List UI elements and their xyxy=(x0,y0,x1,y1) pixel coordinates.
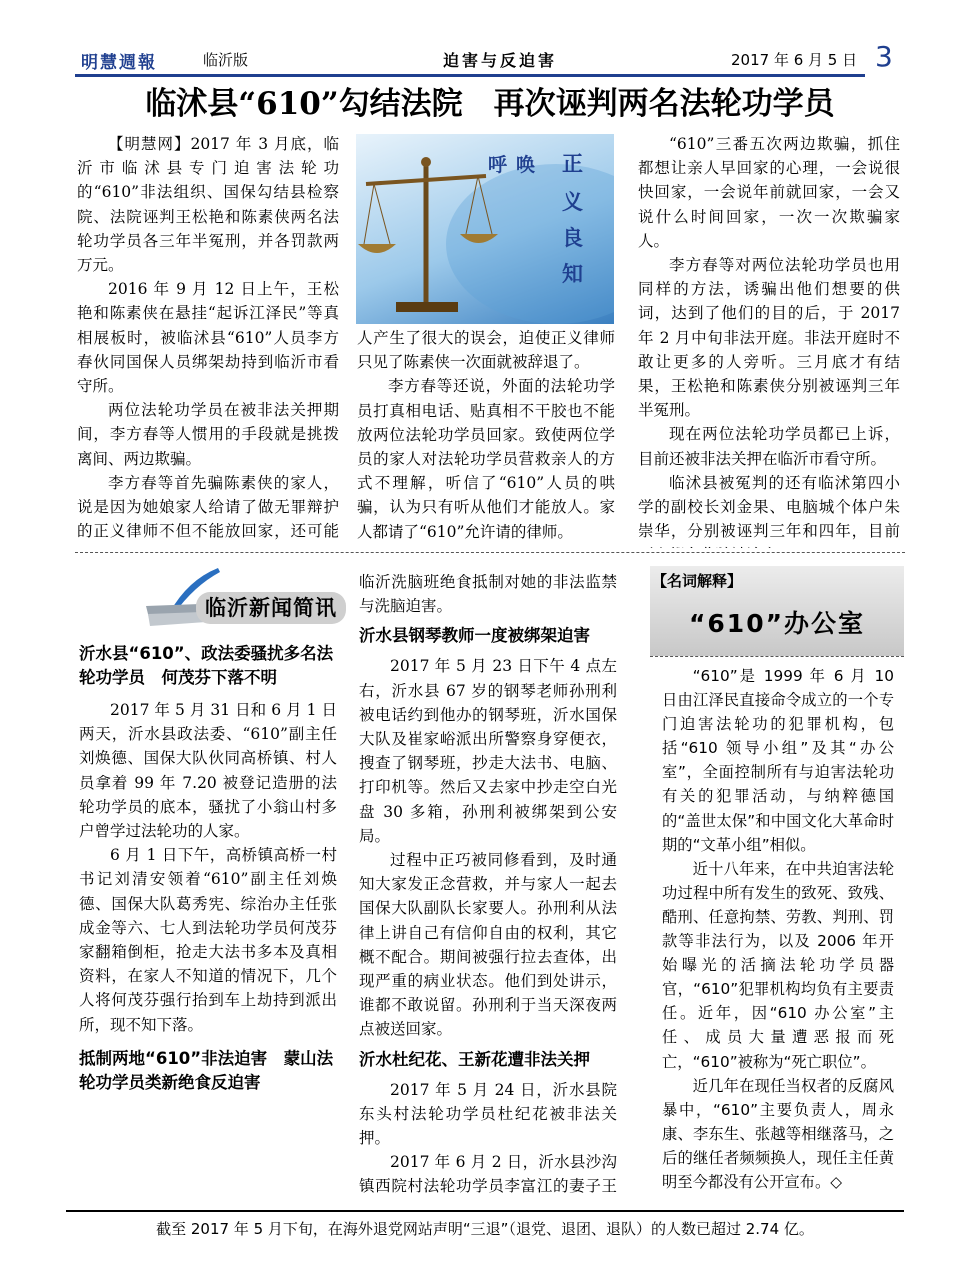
news-col2 xyxy=(359,570,617,1200)
main-para-3: 两位法轮功学员在被非法关押期间，李方春等人惯用的手段就是挑拨离间、两边欺骗。 xyxy=(77,401,339,468)
main-article-col3 xyxy=(638,132,900,548)
glossary-para1: “610”是 1999 年 6 月 10 日由江泽民直接命令成立的一个专门迫害法轮功的犯罪机构，包括“610 领导小组”及其“办公室”，全面控制所有与迫害法轮功有关的犯罪活动，与纳粹德国的“盖世太保”和中国文化大革命时期的“文革小组”相似。 xyxy=(662,667,894,854)
news-article3-title: 沂水县钢琴教师一度被绑架迫害 xyxy=(359,626,590,646)
page-number: 3 xyxy=(875,40,893,73)
glossary-body xyxy=(662,664,894,1198)
main-para-7: “610”三番五次两边欺骗，抓住都想让亲人早回家的心理，一会说很快回家，一会说年前就回家，一会又说什么时间回家，一次一次欺骗家人。 xyxy=(638,135,900,250)
section-divider xyxy=(75,552,905,553)
glossary-box xyxy=(650,566,904,656)
section-label: 迫害与反迫害 xyxy=(443,51,558,70)
main-para-5: 人产生了很大的误会，迫使正义律师只见了陈素侠一次面就被辞退了。 xyxy=(357,329,615,372)
caption-char-5: 良 xyxy=(562,225,583,250)
news-article4-para1: 2017 年 5 月 24 日，沂水县院东头村法轮功学员杜纪花被非法关押。 xyxy=(359,1080,617,1148)
footer-note: 截至 2017 年 5 月下旬，在海外退党网站声明“三退”（退党、退团、退队）的人数已超过 2.74 亿。 xyxy=(156,1220,814,1238)
issue-date: 2017 年 6 月 5 日 xyxy=(731,51,858,69)
main-para-2: 2016 年 9 月 12 日上午，王松艳和陈素侠在悬挂“起诉江泽民”等真相展板时，被临沭县“610”人员李方春伙同国保人员绑架劫持到临沂市看守所。 xyxy=(77,280,339,396)
justice-scale-illustration xyxy=(356,134,614,324)
news-article3-para1: 2017 年 5 月 23 日下午 4 点左右，沂水县 67 岁的钢琴老师孙刑利被电话约到他办的钢琴班，沂水国保大队及崔家峪派出所警察身穿便衣，搜查了钢琴班，抄走大法书、电脑、打印机等。然后又去家中抄走空白光盘 30 多箱，孙刑利被绑架到公安局。 xyxy=(359,657,617,845)
news-article2-title: 抵制两地“610”非法迫害 蒙山法轮功学员类新绝食反迫害 xyxy=(79,1048,334,1092)
paper-name: 明慧週報 xyxy=(81,53,157,73)
news-article4-title: 沂水杜纪花、王新花遭非法关押 xyxy=(359,1049,590,1069)
glossary-para2: 近十八年来，在中共迫害法轮功过程中所有发生的致死、致残、酷刑、任意拘禁、劳教、判刑、罚款等非法行为，以及 2006 年开始曝光的活摘法轮功学员器官，“610”犯罪机构均负有主要责任。近年，因“610 办公室”主任、成员大量遭恶报而死亡，“610”被称为“死亡职位”。 xyxy=(662,859,894,1071)
news-section-title-text: 临沂新闻简讯 xyxy=(205,596,337,620)
main-para-8: 李方春等对两位法轮功学员也用同样的方法，诱骗出他们想要的供词，达到了他们的目的后，于 2017 年 2 月中旬非法开庭。非法开庭时不敢让更多的人旁听。三月底才有结果，王松艳和陈素侠分别被诬判三年半冤刑。 xyxy=(638,256,900,420)
caption-char-3: 正 xyxy=(562,151,583,176)
news-article3-para2: 过程中正巧被同修看到，及时通知大家发正念营救，并与家人一起去国保大队副队长家要人。孙刑利从法律上讲自己有信仰自由的权利，其它概不配合。期间被强行拉去查体，出现严重的病业状态。他们到处讲示，谁都不敢说留。孙刑利于当天深夜两点被送回家。 xyxy=(359,851,617,1039)
masthead-bar xyxy=(75,40,905,74)
main-para-9: 现在两位法轮功学员都已上诉，目前还被非法关押在临沂市看守所。 xyxy=(638,425,900,468)
glossary-rule xyxy=(650,656,904,657)
footer-rule xyxy=(66,1210,904,1212)
news-article1-para1: 2017 年 5 月 31 日和 6 月 1 日两天，沂水县政法委、“610”副主任刘焕德、国保大队伙同高桥镇、村人员拿着 99 年 7.20 被登记造册的法轮功学员的底本，骚扰了小翁山村多户曾学过法轮功的人家。 xyxy=(79,701,337,841)
glossary-para3: 近几年在现任当权者的反腐风暴中，“610”主要负责人，周永康、李东生、张越等相继落马，之后的继任者频频换人，现任主任黄明至今都没有公开宣布。◇ xyxy=(662,1076,894,1191)
caption-char-4: 义 xyxy=(562,189,583,214)
caption-char-2: 唤 xyxy=(516,154,536,176)
main-para-1: 【明慧网】2017 年 3 月底，临沂市临沭县专门迫害法轮功的“610”非法组织、国保勾结县检察院、法院诬判王松艳和陈素侠两名法轮功学员各三年半冤刑，并各罚款两万元。 xyxy=(77,135,339,275)
glossary-tag: 【名词解释】 xyxy=(652,572,743,590)
main-para-6: 李方春等还说，外面的法轮功学员打真相电话、贴真相不干胶也不能放两位法轮功学员回家。致使两位学员的家人对法轮功学员营救亲人的方式不理解，听信了“610”人员的哄骗，认为只有听从他们才能放人。家人都请了“610”允许请的律师。 xyxy=(357,377,615,541)
news-col1 xyxy=(79,640,337,1100)
news-article1-title: 沂水县“610”、政法委骚扰多名法轮功学员 何茂芬下落不明 xyxy=(79,644,334,687)
caption-char-1: 呼 xyxy=(488,154,508,176)
main-para-10: 临沭县被冤判的还有临沭第四小学的副校长刘金果、电脑城个体户朱崇华，分别被诬判三年和四年，目前 xyxy=(638,473,900,541)
glossary-term: “610”办公室 xyxy=(688,609,866,638)
news-article2-cont: 临沂洗脑班绝食抵制对她的非法监禁与洗脑迫害。 xyxy=(359,573,617,616)
main-article-col1 xyxy=(77,132,339,546)
main-para-4: 李方春等首先骗陈素侠的家人，说是因为她娘家人给请了做无罪辩护的正义律师不但不能放回家，还可能 xyxy=(77,473,339,541)
main-article-col2 xyxy=(357,326,615,548)
news-article1-para2: 6 月 1 日下午，高桥镇高桥一村书记刘清安领着“610”副主任刘焕德、国保大队葛秀宪、综治办主任张成金等六、七人到法轮功学员何茂芬家翻箱倒柜，抢走大法书多本及真相资料，在家人不知道的情况下，几个人将何茂芬强行抬到车上劫持到派出所，现不知下落。 xyxy=(79,846,337,1034)
news-article4-para2: 2017 年 6 月 2 日，沂水县沙沟镇西院村法轮功学员李富江的妻子王 xyxy=(359,1153,617,1196)
edition-label: 临沂版 xyxy=(203,51,249,69)
header-rule xyxy=(75,74,865,77)
page-headline: 临沭县“610”勾结法院 再次诬判两名法轮功学员 xyxy=(145,86,835,122)
caption-char-6: 知 xyxy=(562,261,583,286)
news-section-title xyxy=(196,592,346,624)
